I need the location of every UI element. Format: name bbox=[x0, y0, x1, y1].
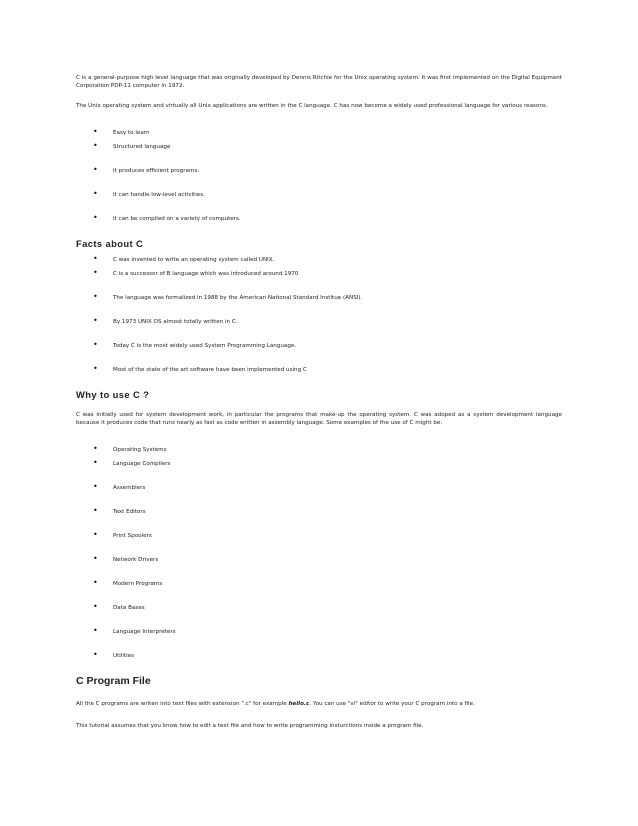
facts-heading: Facts about C bbox=[76, 238, 144, 249]
bullet: • bbox=[93, 530, 98, 539]
program-file-text: . You can use "vi" editor to write your C program into a file. bbox=[309, 701, 475, 707]
bullet: • bbox=[93, 165, 98, 174]
bullet: • bbox=[93, 482, 98, 491]
list-item: Modern Programs bbox=[113, 581, 163, 587]
unix-paragraph: The Unix operating system and virtually all Unix applications are written in the C language. C has now become a widely used professional language for various reasons. bbox=[76, 103, 548, 109]
bullet: • bbox=[93, 189, 98, 198]
bullet: • bbox=[93, 254, 98, 263]
list-item: Language Interpreters bbox=[113, 629, 176, 635]
list-item: Utilities bbox=[113, 653, 135, 659]
list-item: Print Spoolers bbox=[113, 533, 152, 539]
list-item: C was invented to write an operating system called UNIX. bbox=[113, 257, 275, 263]
list-item: C is a successor of B language which was introduced around 1970 bbox=[113, 271, 299, 277]
program-file-text: All the C programs are writen into text files with extension ".c" for example bbox=[76, 701, 289, 707]
list-item: Operating Systems bbox=[113, 447, 167, 453]
list-item: Most of the state of the art software have been implemented using C bbox=[113, 367, 307, 373]
bullet: • bbox=[93, 650, 98, 659]
bullet: • bbox=[93, 444, 98, 453]
bullet: • bbox=[93, 364, 98, 373]
bullet: • bbox=[93, 127, 98, 136]
why-paragraph: C was initially used for system development work, in particular the programs that make-up the operating system. C was adoped as a system development language because it produces code that runs nearly as fast as code written in assembly language. Some examples of the use of C might be: bbox=[76, 412, 562, 427]
program-file-heading: C Program File bbox=[76, 675, 151, 687]
list-item: Network Drivers bbox=[113, 557, 159, 563]
intro-paragraph: C is a general-purpose high level language that was originally developed by Dennis Ritchie for the Unix operating system. It was first implemented on the Digital Equipment Corporation PDP-11 computer in 1972. bbox=[76, 75, 562, 90]
bullet: • bbox=[93, 626, 98, 635]
list-item: By 1973 UNIX OS almost totally written in C. bbox=[113, 319, 238, 325]
list-item: Data Bases bbox=[113, 605, 145, 611]
list-item: The language was formalized in 1988 by the American National Standard Institue (ANSI). bbox=[113, 295, 363, 301]
bullet: • bbox=[93, 458, 98, 467]
bullet: • bbox=[93, 316, 98, 325]
bullet: • bbox=[93, 141, 98, 150]
bullet: • bbox=[93, 268, 98, 277]
program-file-paragraph bbox=[76, 700, 562, 708]
list-item: Structured language bbox=[113, 144, 171, 150]
list-item: Assemblers bbox=[113, 485, 146, 491]
assumption-paragraph: This tutorial assumes that you know how to edit a text file and how to write programming insturctions inside a program file. bbox=[76, 723, 424, 729]
bullet: • bbox=[93, 578, 98, 587]
bullet: • bbox=[93, 506, 98, 515]
bullet: • bbox=[93, 213, 98, 222]
bullet: • bbox=[93, 340, 98, 349]
list-item: It can handle low-level activities. bbox=[113, 192, 205, 198]
list-item: It can be compiled on a variety of computers. bbox=[113, 216, 241, 222]
bullet: • bbox=[93, 602, 98, 611]
example-filename: hello.c bbox=[288, 701, 310, 707]
list-item: Text Editors bbox=[113, 509, 146, 515]
bullet: • bbox=[93, 292, 98, 301]
list-item: Easy to learn bbox=[113, 130, 150, 136]
list-item: It produces efficient programs. bbox=[113, 168, 200, 174]
list-item: Language Compilers bbox=[113, 461, 171, 467]
list-item: Today C is the most widely used System Programming Language. bbox=[113, 343, 297, 349]
bullet: • bbox=[93, 554, 98, 563]
why-heading: Why to use C ? bbox=[76, 389, 150, 400]
